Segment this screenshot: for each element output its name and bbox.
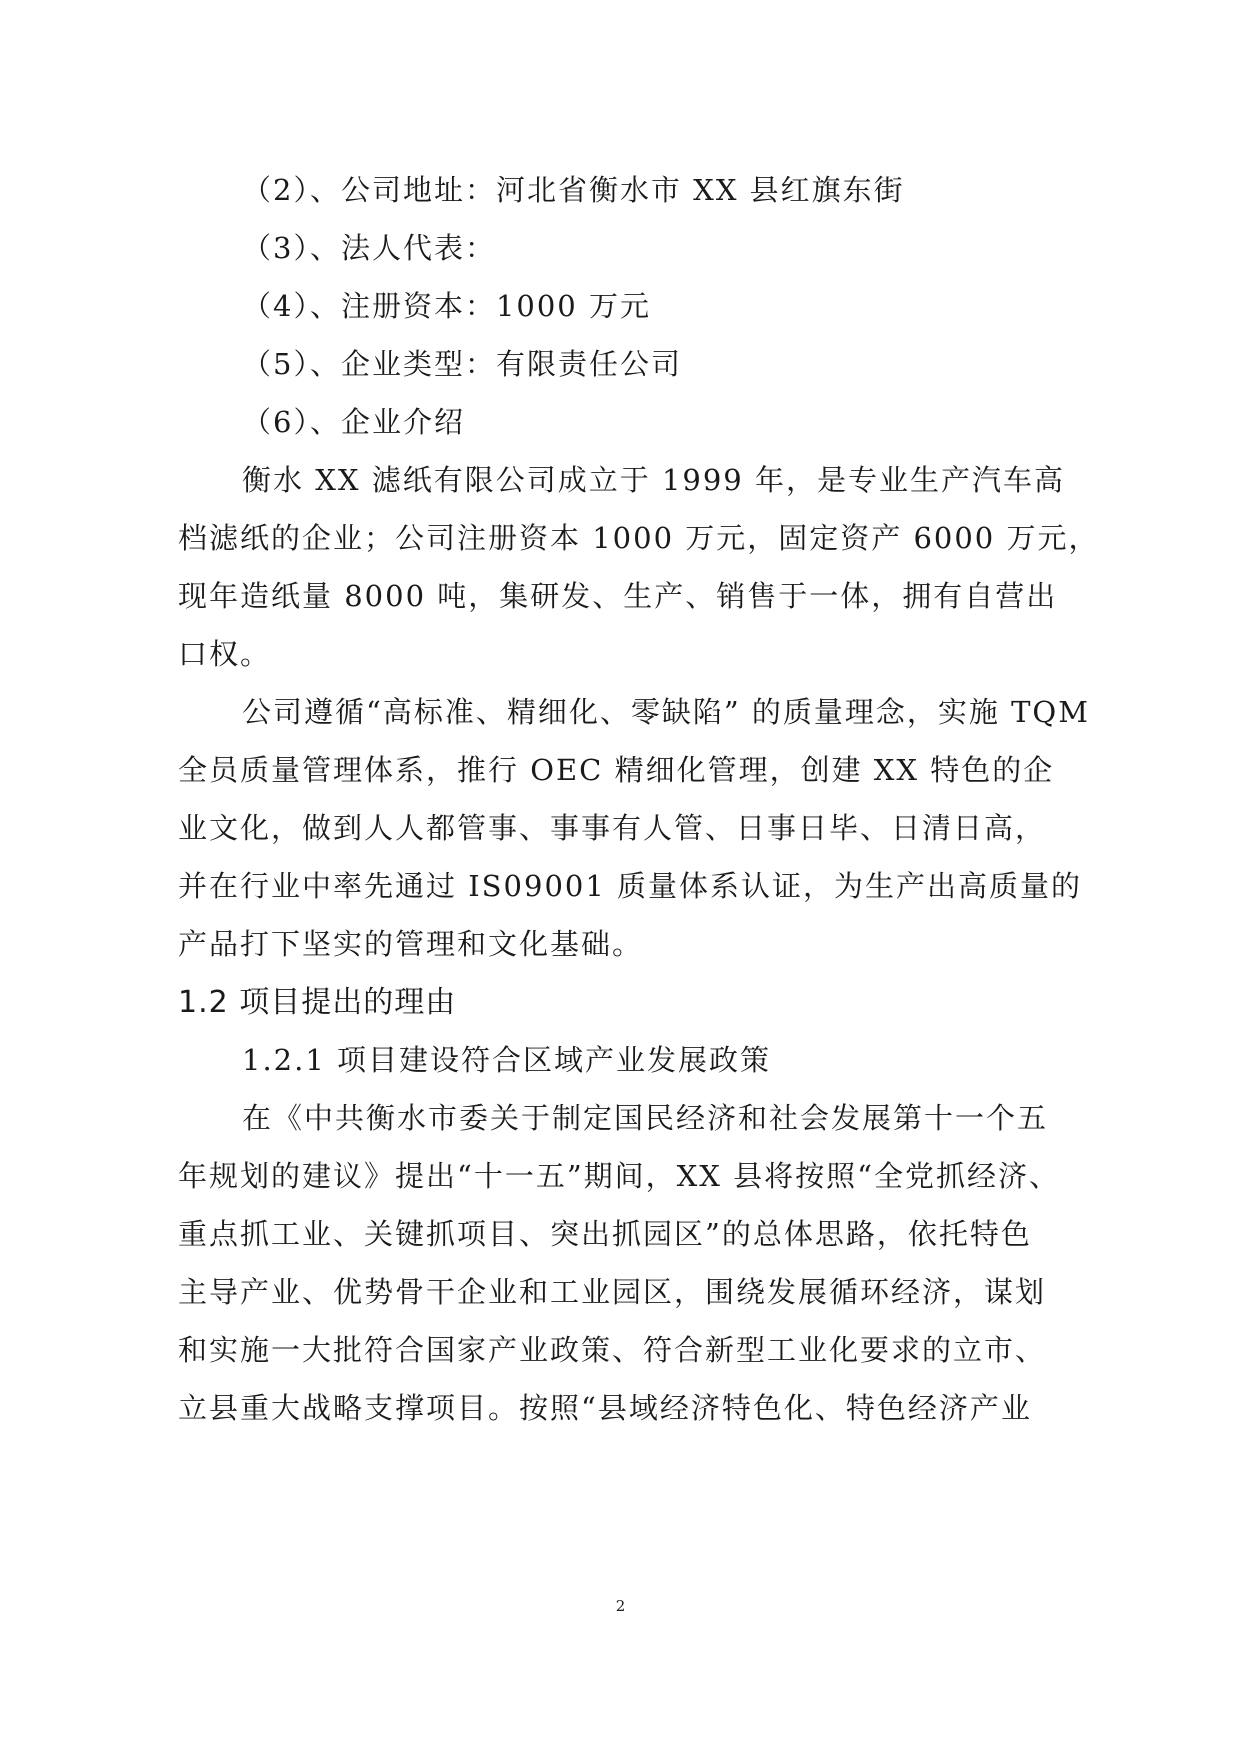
legal-representative: （3）、法人代表： [242, 231, 496, 265]
policy-line: 年规划的建议》提出“十一五”期间，XX 县将按照“全党抓经济、 [178, 1159, 1060, 1193]
intro-line: 衡水 XX 滤纸有限公司成立于 1999 年，是专业生产汽车高 [242, 463, 1065, 497]
intro-line: 档滤纸的企业；公司注册资本 1000 万元，固定资产 6000 万元， [178, 521, 1100, 555]
quality-line: 全员质量管理体系，推行 OEC 精细化管理，创建 XX 特色的企 [178, 753, 1055, 787]
policy-line: 立县重大战略支撑项目。按照“县域经济特色化、特色经济产业 [178, 1391, 1032, 1425]
page-number: 2 [615, 1597, 626, 1615]
intro-line: 口权。 [178, 637, 272, 671]
subsection-heading: 1.2.1 项目建设符合区域产业发展政策 [242, 1043, 772, 1077]
company-type: （5）、企业类型：有限责任公司 [242, 347, 682, 381]
quality-line: 公司遵循“高标准、精细化、零缺陷” 的质量理念，实施 TQM [242, 695, 1090, 729]
policy-line: 重点抓工业、关键抓项目、突出抓园区”的总体思路，依托特色 [178, 1217, 1032, 1251]
section-heading: 1.2 项目提出的理由 [178, 985, 457, 1020]
registered-capital: （4）、注册资本：1000 万元 [242, 289, 651, 323]
quality-line: 并在行业中率先通过 IS09001 质量体系认证，为生产出高质量的 [178, 869, 1083, 903]
policy-line: 在《中共衡水市委关于制定国民经济和社会发展第十一个五 [242, 1101, 1049, 1135]
quality-line: 产品打下坚实的管理和文化基础。 [178, 927, 644, 961]
company-address: （2）、公司地址：河北省衡水市 XX 县红旗东街 [242, 173, 905, 207]
policy-line: 和实施一大批符合国家产业政策、符合新型工业化要求的立市、 [178, 1333, 1047, 1367]
company-intro-label: （6）、企业介绍 [242, 405, 465, 439]
policy-line: 主导产业、优势骨干企业和工业园区，围绕发展循环经济，谋划 [178, 1275, 1047, 1309]
quality-line: 业文化，做到人人都管事、事事有人管、日事日毕、日清日高， [178, 811, 1047, 845]
intro-line: 现年造纸量 8000 吨，集研发、生产、销售于一体，拥有自营出 [178, 579, 1058, 613]
